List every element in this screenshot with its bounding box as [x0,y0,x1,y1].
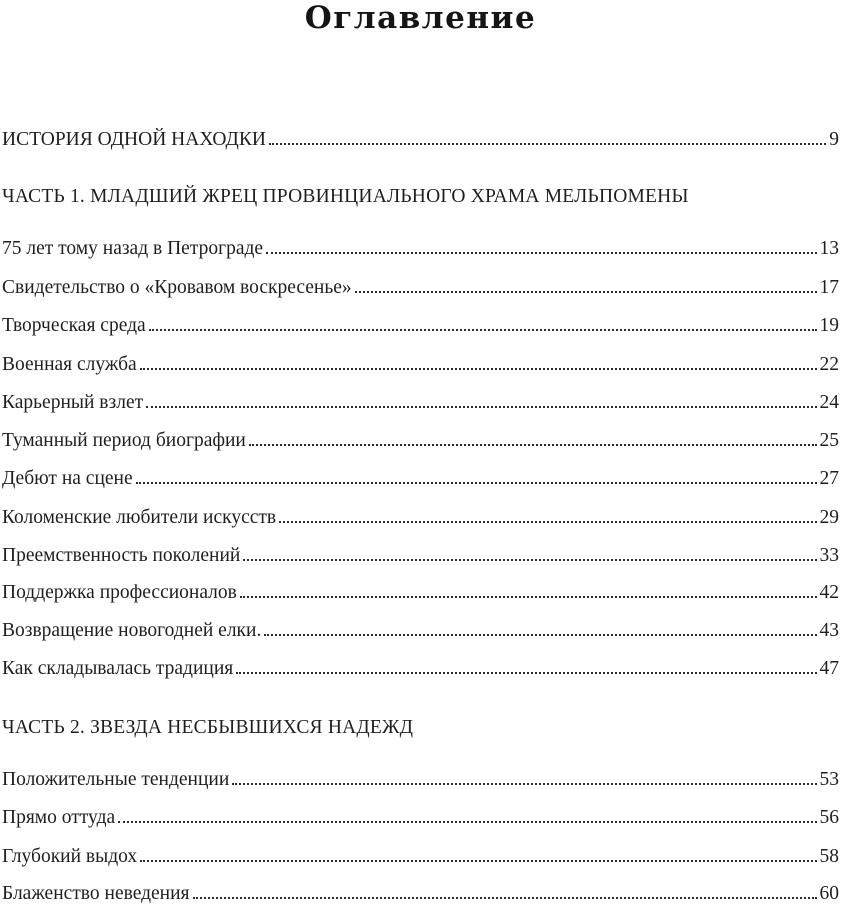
dot-leader [249,444,817,446]
dot-leader [140,860,816,862]
toc-entry-page: 17 [819,277,839,298]
toc-entry-label: Свидетельство о «Кровавом воскресенье» [2,277,352,298]
toc-entry-label: ИСТОРИЯ ОДНОЙ НАХОДКИ [2,129,266,150]
toc-entry-page: 42 [819,582,839,603]
toc-entry[interactable] [2,768,839,792]
dot-leader [355,291,817,293]
dot-leader [269,143,826,145]
dot-leader [279,521,816,523]
toc-entry-label: Карьерный взлет [2,392,144,413]
toc-entry-label: Прямо оттуда [2,807,116,828]
toc-entry[interactable] [2,314,839,338]
dot-leader [236,672,816,674]
toc-entry-page: 9 [829,129,839,150]
toc-entry[interactable] [2,882,839,906]
toc-entry[interactable] [2,544,839,568]
toc-entry-page: 47 [819,658,839,679]
toc-entry-page: 43 [819,620,839,641]
toc-entry[interactable] [2,806,839,830]
toc-entry-page: 19 [819,315,839,336]
part-1-heading: ЧАСТЬ 1. МЛАДШИЙ ЖРЕЦ ПРОВИНЦИАЛЬНОГО ХРАМА МЕЛЬПОМЕНЫ [2,186,689,207]
toc-entry[interactable] [2,845,839,869]
toc-entry-page: 24 [819,392,839,413]
dot-leader [240,596,817,598]
dot-leader [232,783,816,785]
dot-leader [264,634,816,636]
dot-leader [118,821,816,823]
toc-entry-label: Коломенские любители искусств [2,507,277,528]
toc-entry[interactable] [2,391,839,415]
page-title: Оглавление [304,0,537,36]
toc-entry[interactable] [2,353,839,377]
dot-leader [243,559,816,561]
toc-entry[interactable] [2,581,839,605]
toc-entry-page: 58 [819,846,839,867]
toc-entry-page: 53 [819,769,839,790]
toc-entry-page: 13 [819,238,839,259]
toc-entry[interactable] [2,619,839,643]
toc-entry-page: 27 [819,468,839,489]
toc-entry-label: Туманный период биографии [2,430,246,451]
toc-entry-page: 56 [819,807,839,828]
toc-entry[interactable] [2,429,839,453]
toc-entry[interactable] [2,467,839,491]
toc-entry-intro[interactable] [2,128,839,152]
toc-entry-page: 29 [819,507,839,528]
toc-entry-label: Поддержка профессионалов [2,582,237,603]
dot-leader [136,482,817,484]
toc-entry-page: 33 [819,545,839,566]
toc-entry-label: Блаженство неведения [2,883,190,904]
dot-leader [146,406,816,408]
toc-entry-label: Дебют на сцене [2,468,133,489]
toc-entry-label: Глубокий выдох [2,846,138,867]
toc-entry[interactable] [2,657,839,681]
toc-entry[interactable] [2,506,839,530]
toc-entry-label: Как складывалась традиция [2,658,234,679]
toc-entry-page: 25 [819,430,839,451]
toc-entry-label: Положительные тенденции [2,769,230,790]
dot-leader [140,368,817,370]
part-2-heading: ЧАСТЬ 2. ЗВЕЗДА НЕСБЫВШИХСЯ НАДЕЖД [2,717,414,738]
toc-entry-page: 60 [819,883,839,904]
dot-leader [193,897,817,899]
toc-entry-label: 75 лет тому назад в Петрограде [2,238,264,259]
toc-entry-page: 22 [819,354,839,375]
toc-entry-label: Преемственность поколений [2,545,241,566]
toc-entry[interactable] [2,276,839,300]
toc-entry-label: Военная служба [2,354,137,375]
toc-entry-label: Творческая среда [2,315,146,336]
toc-entry-label: Возвращение новогодней елки. [2,620,262,641]
toc-entry[interactable] [2,237,839,261]
dot-leader [266,252,816,254]
dot-leader [149,329,817,331]
